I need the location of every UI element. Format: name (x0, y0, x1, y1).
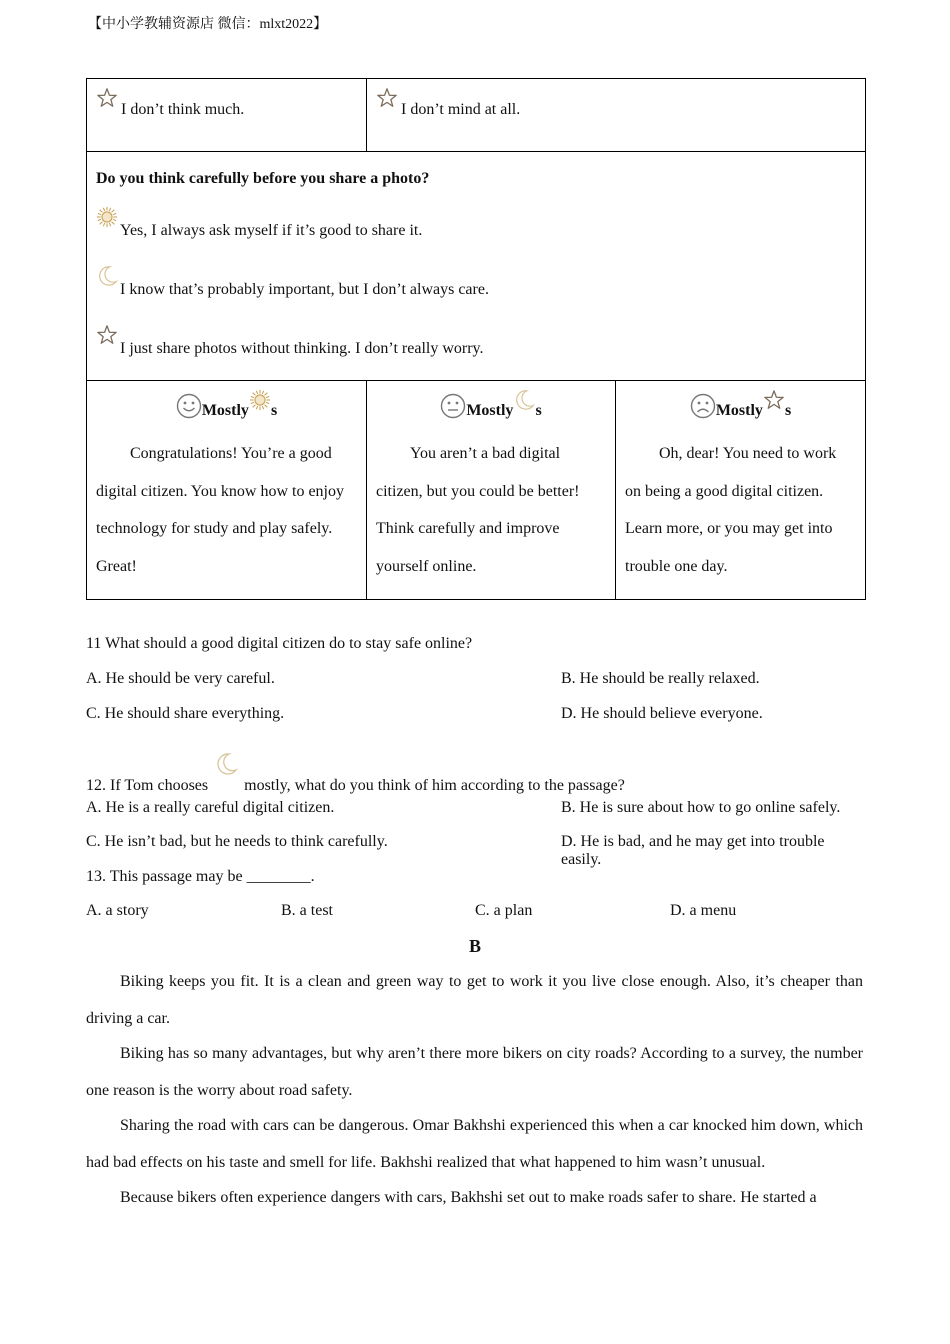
question-13-options-row (86, 902, 865, 920)
option-text: Yes, I always ask myself if it’s good to share it. (120, 222, 423, 239)
result-heading: Mostly s (616, 381, 865, 429)
option-d: D. He should believe everyone. (561, 705, 763, 722)
star-icon (376, 87, 398, 109)
answer-cell (367, 79, 866, 152)
quiz-table (86, 78, 866, 600)
answer-text: I don’t mind at all. (401, 101, 521, 118)
moon-icon (214, 752, 238, 776)
option-b: B. a test (281, 902, 333, 919)
result-text: Congratulations! You’re a good digital citizen. You know how to enjoy technology for study and play safely. Great! (96, 445, 344, 575)
result-text: You aren’t a bad digital citizen, but you could be better! Think carefully and improve yourself online. (376, 445, 580, 575)
question-12-stem: 12. If Tom chooses mostly, what do you think of him according to the passage? (86, 752, 865, 795)
option-row (96, 324, 856, 372)
option-row (96, 265, 856, 324)
result-text: Oh, dear! You need to work on being a good digital citizen. Learn more, or you may get into trouble one day. (625, 445, 837, 575)
option-text: I know that’s probably important, but I don’t always care. (120, 281, 489, 298)
question-cell (87, 152, 866, 381)
star-icon (96, 87, 118, 109)
result-cell (616, 381, 866, 600)
option-a: A. a story (86, 902, 149, 919)
question-12-options-row (86, 833, 865, 868)
sad-face-icon (690, 393, 716, 419)
answer-cell (87, 79, 367, 152)
option-c: C. a plan (475, 902, 533, 919)
option-a: A. He should be very careful. (86, 670, 275, 687)
option-c: C. He should share everything. (86, 705, 285, 722)
option-a: A. He is a really careful digital citizen. (86, 799, 335, 816)
paragraph: Sharing the road with cars can be dangerous. Omar Bakhshi experienced this when a car knocked him down, which had bad effects on his taste and smell for life. Bakhshi realized that what happened to him wasn’t unusual. (86, 1117, 863, 1171)
sun-icon (96, 206, 118, 228)
result-cell (367, 381, 616, 600)
neutral-face-icon (440, 393, 466, 419)
moon-icon (513, 389, 535, 411)
option-b: B. He should be really relaxed. (561, 670, 760, 687)
paragraph: Because bikers often experience dangers with cars, Bakhshi set out to make roads safer to share. He started a (120, 1189, 817, 1206)
option-d: D. He is bad, and he may get into trouble easily. (561, 833, 825, 868)
result-heading: Mostly s (367, 381, 615, 429)
star-icon (763, 389, 785, 411)
happy-face-icon (176, 393, 202, 419)
option-row (96, 206, 856, 265)
result-heading: Mostly s (87, 381, 366, 429)
question-11-stem: 11 What should a good digital citizen do to stay safe online? (86, 635, 473, 652)
option-d: D. a menu (670, 902, 737, 919)
section-title: B (468, 936, 481, 956)
option-c: C. He isn’t bad, but he needs to think carefully. (86, 833, 388, 850)
answer-text: I don’t think much. (121, 101, 245, 118)
page-header: 【中小学教辅资源店 微信：mlxt2022】 (88, 17, 328, 32)
question-12-options-row (86, 799, 865, 817)
question-11-options-row (86, 705, 865, 723)
star-icon (96, 324, 118, 346)
question-13-stem: 13. This passage may be ________. (86, 868, 315, 885)
paragraph: Biking has so many advantages, but why aren’t there more bikers on city roads? According to a survey, the number one reason is the worry about road safety. (86, 1045, 863, 1099)
question-title: Do you think carefully before you share a photo? (96, 170, 430, 187)
option-text: I just share photos without thinking. I don’t really worry. (120, 340, 484, 357)
paragraph: Biking keeps you fit. It is a clean and green way to get to work it you live close enough. Also, it’s cheaper than driving a car. (86, 973, 863, 1027)
sun-icon (249, 389, 271, 411)
moon-icon (96, 265, 118, 287)
result-cell (87, 381, 367, 600)
question-11-options-row (86, 670, 865, 688)
option-b: B. He is sure about how to go online safely. (561, 799, 841, 816)
